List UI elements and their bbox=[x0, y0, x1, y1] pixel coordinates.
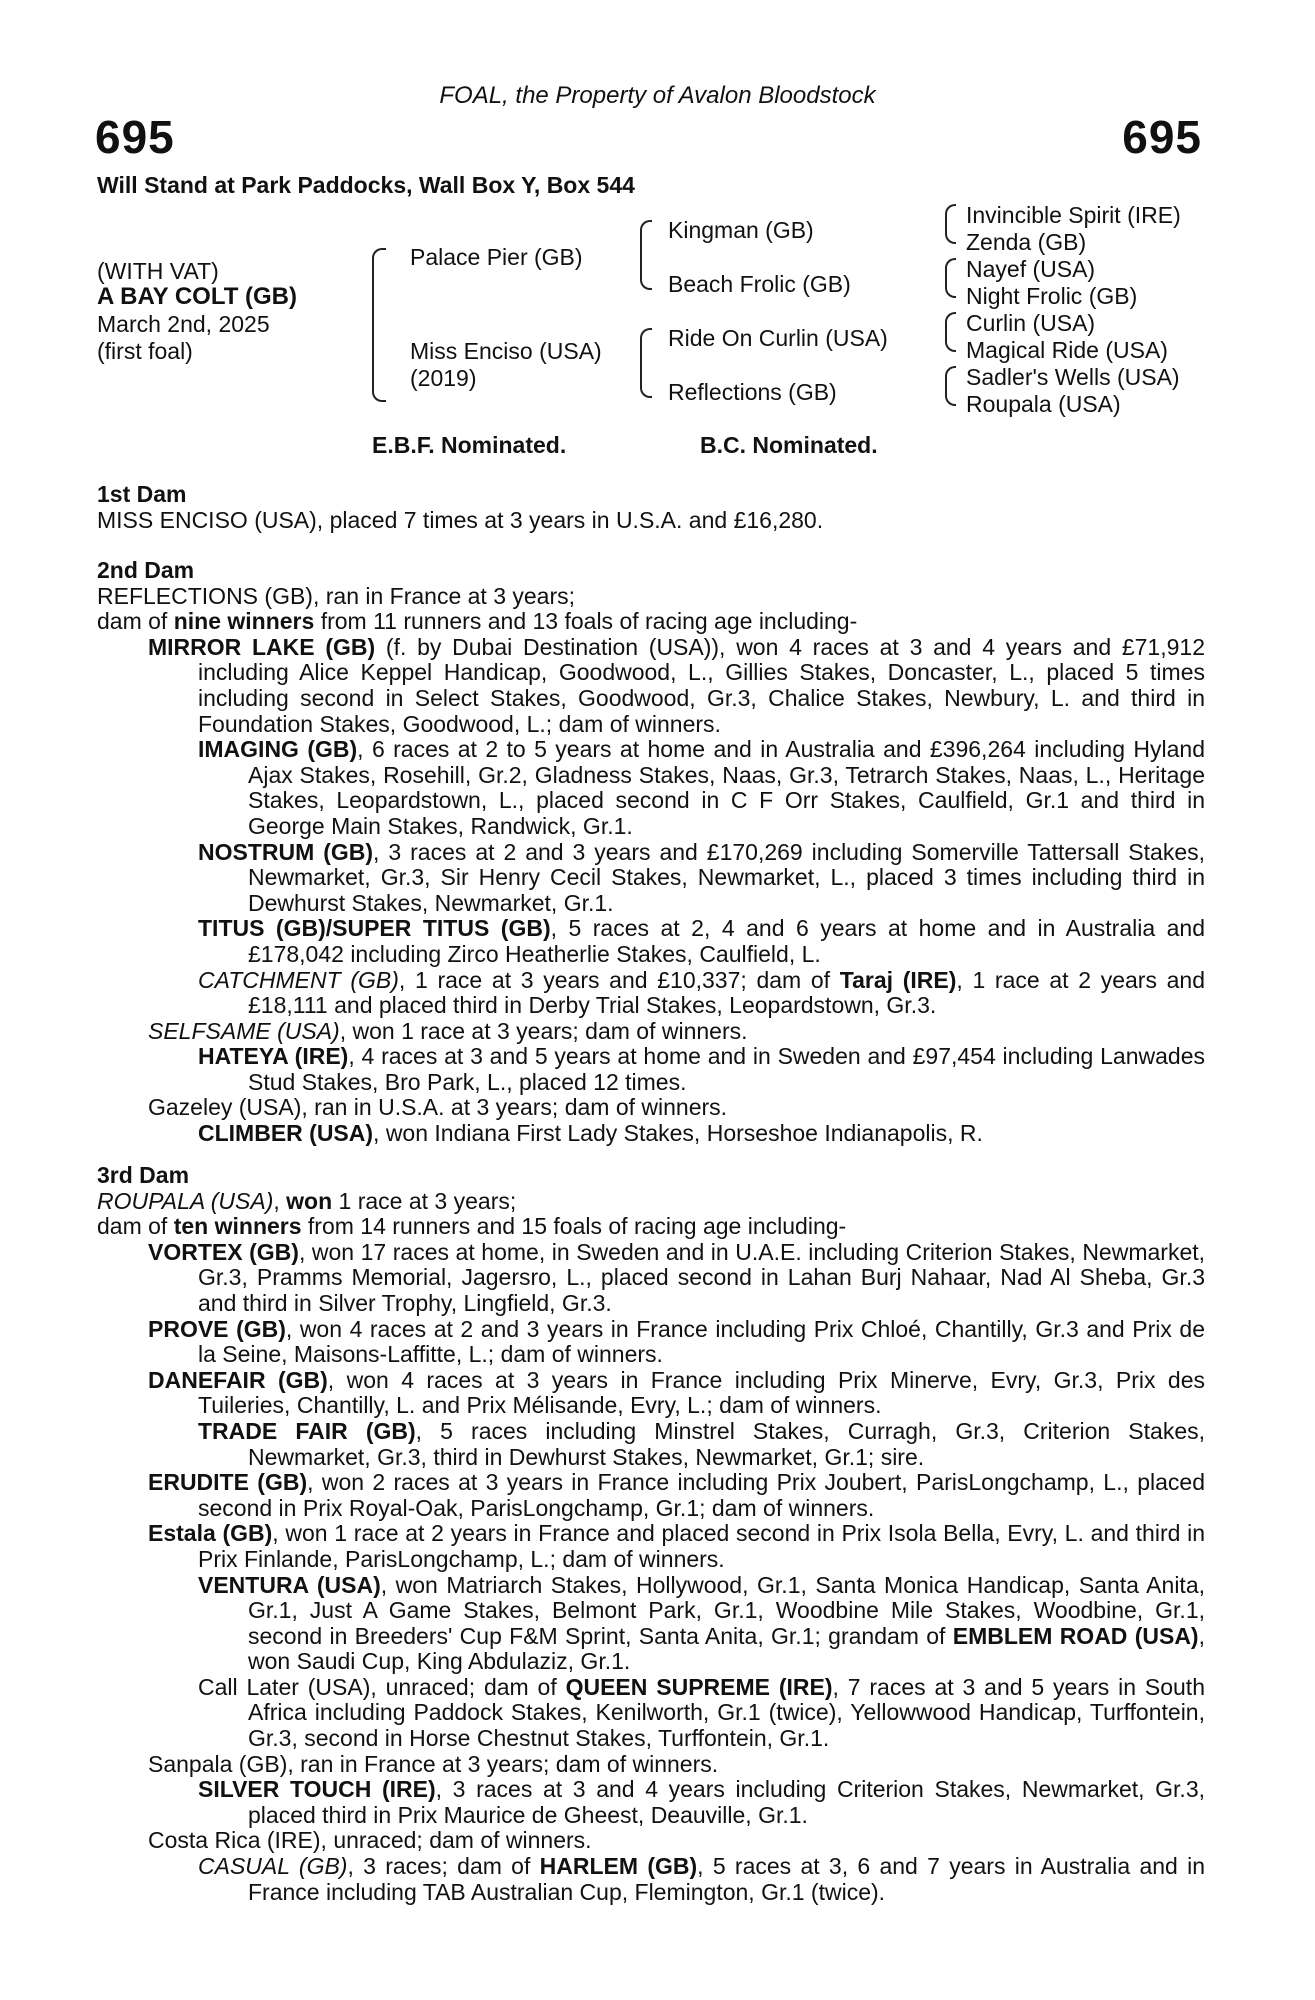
sire-name: Palace Pier (GB) bbox=[410, 244, 583, 270]
third-dam-summary: dam of ten winners from 14 runners and 15 foals of racing age including- bbox=[97, 1213, 847, 1240]
progeny-entry: Call Later (USA), unraced; dam of QUEEN SUPREME (IRE), 7 races at 3 and 5 years in South Africa including Paddock Stakes, Kenilworth, Gr.1 (twice), Yellowwood Handicap, Turffontein, Gr.3, second in Horse Chestnut Stakes, Turffontein, Gr.1. bbox=[198, 1673, 1205, 1752]
dam-name: Miss Enciso (USA) bbox=[410, 338, 602, 364]
second-dam-intro: REFLECTIONS (GB), ran in France at 3 years; bbox=[97, 582, 576, 609]
g3-5: Curlin (USA) bbox=[966, 310, 1096, 336]
progeny-entry: PROVE (GB), won 4 races at 2 and 3 years in France including Prix Chloé, Chantilly, Gr.3 and Prix de la Seine, Maisons-Laffitte, L.; dam of winners. bbox=[148, 1315, 1205, 1368]
first-dam-heading: 1st Dam bbox=[97, 481, 187, 507]
ebf-nomination: E.B.F. Nominated. bbox=[372, 432, 567, 458]
progeny-entry: ERUDITE (GB), won 2 races at 3 years in France including Prix Joubert, ParisLongchamp, L., placed second in Prix Royal-Oak, ParisLongchamp, Gr.1; dam of winners. bbox=[148, 1469, 1205, 1521]
brace-g3-4 bbox=[945, 366, 956, 406]
progeny-entry: Costa Rica (IRE), unraced; dam of winners. bbox=[148, 1827, 592, 1854]
dam-sire: Ride On Curlin (USA) bbox=[668, 325, 888, 351]
sire-dam: Beach Frolic (GB) bbox=[668, 271, 851, 297]
progeny-entry: VORTEX (GB), won 17 races at home, in Sweden and in U.A.E. including Criterion Stakes, Newmarket, Gr.3, Pramms Memorial, Jagersro, L., placed second in Lahan Burj Nahaar, Nad Al Sheba, Gr.3 and third in Silver Trophy, Lingfield, Gr.3. bbox=[148, 1238, 1206, 1316]
progeny-entry: HATEYA (IRE), 4 races at 3 and 5 years at home and in Sweden and £97,454 including Lanwades Stud Stakes, Bro Park, L., placed 12 times. bbox=[198, 1043, 1205, 1095]
brace-g3-3 bbox=[945, 312, 956, 352]
sire-sire: Kingman (GB) bbox=[668, 217, 814, 243]
progeny-entry: NOSTRUM (GB), 3 races at 2 and 3 years and £170,269 including Somerville Tattersall Stakes, Newmarket, Gr.3, Sir Henry Cecil Stakes, Newmarket, L., placed 3 times including third in Dewhurst Stakes, Newmarket, Gr.1. bbox=[198, 838, 1205, 916]
progeny-entry: IMAGING (GB), 6 races at 2 to 5 years at home and in Australia and £396,264 including Hyland Ajax Stakes, Rosehill, Gr.2, Gladness Stakes, Naas, Gr.3, Tetrarch Stakes, Naas, L., Heritage Stakes, Leopardstown, L., placed second in C F Orr Stakes, Caulfield, Gr.1 and third in George Main Stakes, Randwick, Gr.1. bbox=[198, 736, 1205, 839]
brace-g3-2 bbox=[945, 258, 956, 298]
second-dam-heading: 2nd Dam bbox=[97, 557, 195, 583]
first-dam-text: MISS ENCISO (USA), placed 7 times at 3 years in U.S.A. and £16,280. bbox=[97, 506, 824, 533]
second-dam-summary: dam of nine winners from 11 runners and 13 foals of racing age including- bbox=[97, 608, 858, 635]
horse-name: A BAY COLT (GB) bbox=[97, 283, 298, 310]
bc-nomination: B.C. Nominated. bbox=[700, 432, 878, 458]
progeny-entry: Gazeley (USA), ran in U.S.A. at 3 years; dam of winners. bbox=[148, 1094, 728, 1121]
progeny-entry: CATCHMENT (GB), 1 race at 3 years and £10,337; dam of Taraj (IRE), 1 race at 2 years and £18,111 and placed third in Derby Trial Stakes, Leopardstown, Gr.3. bbox=[198, 966, 1206, 1019]
first-dam-section bbox=[97, 482, 1205, 533]
horse-dob: March 2nd, 2025 bbox=[97, 311, 270, 337]
progeny-entry: CLIMBER (USA), won Indiana First Lady Stakes, Horseshoe Indianapolis, R. bbox=[198, 1120, 983, 1147]
progeny-entry: MIRROR LAKE (GB) (f. by Dubai Destination (USA)), won 4 races at 3 and 4 years and £71,912 including Alice Keppel Handicap, Goodwood, L., Gillies Stakes, Doncaster, L., placed 5 times including second in Select Stakes, Goodwood, Gr.3, Chalice Stakes, Newbury, L. and third in Foundation Stakes, Goodwood, L.; dam of winners. bbox=[148, 633, 1205, 737]
page-subtitle: FOAL, the Property of Avalon Bloodstock bbox=[439, 82, 876, 109]
progeny-entry: VENTURA (USA), won Matriarch Stakes, Hollywood, Gr.1, Santa Monica Handicap, Santa Anita, Gr.1, Just A Game Stakes, Belmont Park, Gr.1, Woodbine Mile Stakes, Woodbine, Gr.1, second in Breeders' Cup F&M Sprint, Santa Anita, Gr.1; grandam of EMBLEM ROAD (USA), won Saudi Cup, King Abdulaziz, Gr.1. bbox=[198, 1571, 1205, 1675]
third-dam-intro: ROUPALA (USA), won 1 race at 3 years; bbox=[97, 1187, 517, 1214]
dam-year: (2019) bbox=[410, 365, 477, 391]
progeny-entry: SILVER TOUCH (IRE), 3 races at 3 and 4 years including Criterion Stakes, Newmarket, Gr.3, placed third in Prix Maurice de Gheest, Deauville, Gr.1. bbox=[198, 1776, 1205, 1828]
brace-gen1 bbox=[372, 248, 386, 402]
second-dam-section bbox=[97, 558, 1205, 1147]
brace-dam bbox=[640, 328, 652, 398]
g3-4: Night Frolic (GB) bbox=[966, 283, 1138, 309]
third-dam-section bbox=[97, 1163, 1205, 1905]
lot-number-left: 695 bbox=[95, 111, 175, 163]
brace-g3-1 bbox=[945, 204, 956, 244]
progeny-entry: TITUS (GB)/SUPER TITUS (GB), 5 races at 2, 4 and 6 years at home and in Australia and £178,042 including Zirco Heatherlie Stakes, Caulfield, L. bbox=[198, 915, 1205, 967]
stand-location: Will Stand at Park Paddocks, Wall Box Y, Box 544 bbox=[97, 172, 635, 198]
dam-dam: Reflections (GB) bbox=[668, 379, 837, 405]
vat-note: (WITH VAT) bbox=[97, 258, 219, 284]
progeny-entry: Estala (GB), won 1 race at 2 years in France and placed second in Prix Isola Bella, Evry, L. and third in Prix Finlande, ParisLongchamp, L.; dam of winners. bbox=[148, 1520, 1205, 1572]
progeny-entry: SELFSAME (USA), won 1 race at 3 years; dam of winners. bbox=[148, 1017, 748, 1044]
third-dam-heading: 3rd Dam bbox=[97, 1162, 190, 1188]
g3-3: Nayef (USA) bbox=[966, 256, 1096, 282]
progeny-entry: TRADE FAIR (GB), 5 races including Minstrel Stakes, Curragh, Gr.3, Criterion Stakes, Newmarket, Gr.3, third in Dewhurst Stakes, Newmarket, Gr.1; sire. bbox=[198, 1417, 1206, 1470]
progeny-entry: CASUAL (GB), 3 races; dam of HARLEM (GB), 5 races at 3, 6 and 7 years in Australia and in France including TAB Australian Cup, Flemington, Gr.1 (twice). bbox=[198, 1853, 1206, 1905]
progeny-entry: DANEFAIR (GB), won 4 races at 3 years in France including Prix Minerve, Evry, Gr.3, Prix des Tuileries, Chantilly, L. and Prix Mélisande, Evry, L.; dam of winners. bbox=[148, 1366, 1205, 1419]
g3-1: Invincible Spirit (IRE) bbox=[966, 202, 1181, 228]
g3-7: Sadler's Wells (USA) bbox=[966, 364, 1180, 390]
lot-number-right: 695 bbox=[1122, 111, 1202, 163]
g3-6: Magical Ride (USA) bbox=[966, 337, 1168, 363]
g3-2: Zenda (GB) bbox=[966, 229, 1087, 255]
g3-8: Roupala (USA) bbox=[966, 391, 1121, 417]
horse-note: (first foal) bbox=[97, 338, 193, 364]
progeny-entry: Sanpala (GB), ran in France at 3 years; dam of winners. bbox=[148, 1750, 719, 1777]
brace-sire bbox=[640, 220, 652, 290]
